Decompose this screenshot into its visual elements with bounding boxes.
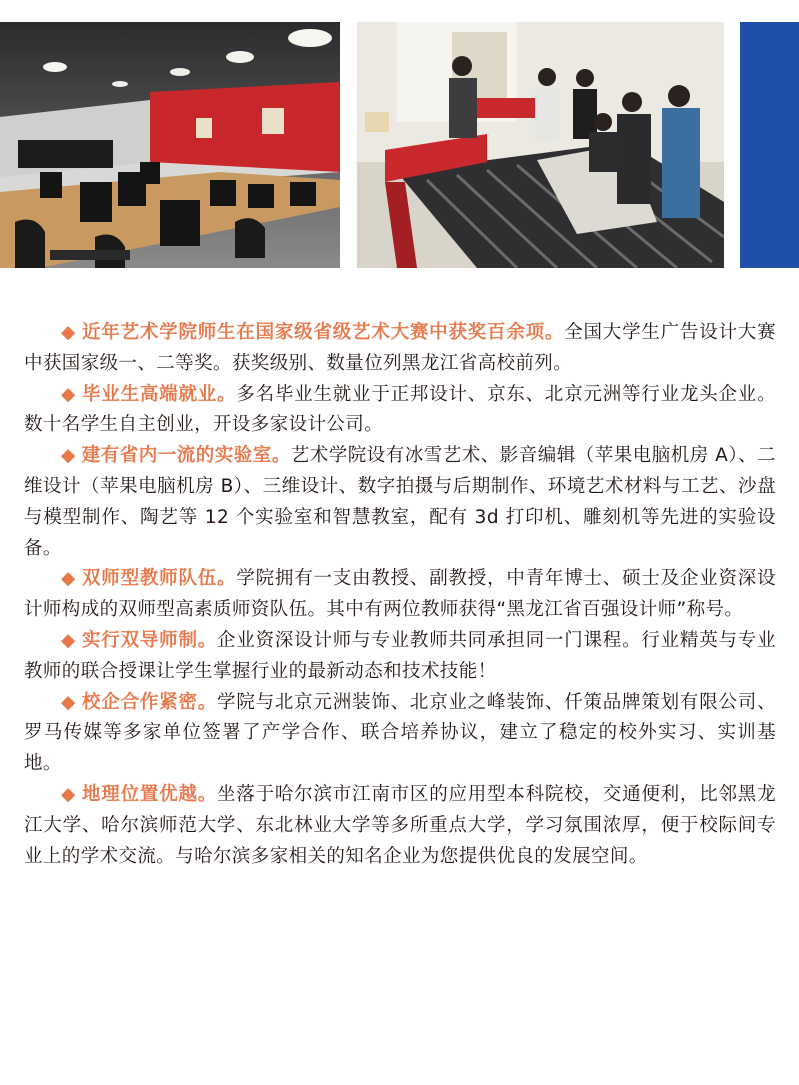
diamond-icon: ◆ bbox=[61, 691, 77, 713]
diamond-icon: ◆ bbox=[61, 568, 77, 590]
feature-title: 双师型教师队伍。 bbox=[82, 568, 237, 590]
feature-body: 多名毕业生就业于正邦设计、京东、北京元洲等行业龙头企业。数十名学生自主创业，开设多家设计公司。 bbox=[24, 383, 776, 436]
feature-body: 企业资深设计师与专业教师共同承担同一门课程。行业精英与专业教师的联合授课让学生掌握行业的最新动态和技术技能！ bbox=[24, 629, 776, 682]
decorative-side-bar bbox=[740, 22, 799, 268]
feature-body: 学院拥有一支由教授、副教授，中青年博士、硕士及企业资深设计师构成的双师型高素质师资队伍。其中有两位教师获得“黑龙江省百强设计师”称号。 bbox=[24, 568, 776, 621]
feature-body: 全国大学生广告设计大赛中获国家级一、二等奖。获奖级别、数量位列黑龙江省高校前列。 bbox=[24, 322, 776, 374]
feature-paragraph-faculty bbox=[24, 564, 776, 626]
feature-title: 建有省内一流的实验室。 bbox=[81, 445, 291, 467]
feature-body: 坐落于哈尔滨市江南市区的应用型本科院校，交通便利，比邻黑龙江大学、哈尔滨师范大学、东北林业大学等多所重点大学，学习氛围浓厚，便于校际间专业上的学术交流。与哈尔滨多家相关的知名企业为您提供优良的发展空间。 bbox=[24, 783, 776, 867]
computer-lab-photo bbox=[0, 22, 340, 268]
feature-paragraph-awards bbox=[24, 318, 776, 380]
feature-title: 毕业生高端就业。 bbox=[82, 383, 237, 405]
feature-title: 近年艺术学院师生在国家级省级艺术大赛中获奖百余项。 bbox=[82, 322, 565, 343]
feature-title: 地理位置优越。 bbox=[82, 783, 218, 805]
feature-paragraph-laboratories bbox=[24, 441, 776, 564]
feature-paragraph-employment bbox=[24, 380, 776, 442]
feature-list bbox=[24, 318, 776, 872]
diamond-icon: ◆ bbox=[61, 445, 76, 467]
diamond-icon: ◆ bbox=[61, 383, 77, 405]
feature-paragraph-cooperation bbox=[24, 688, 776, 780]
feature-body: 艺术学院设有冰雪艺术、影音编辑（苹果电脑机房 A）、二维设计（苹果电脑机房 B）、三维设计、数字拍摄与后期制作、环境艺术材料与工艺、沙盘与模型制作、陶艺等 12 个实验室和智慧教室，配有 3d 打印机、雕刻机等先进的实验设备。 bbox=[24, 445, 776, 559]
diamond-icon: ◆ bbox=[61, 783, 77, 805]
feature-body: 学院与北京元洲装饰、北京业之峰装饰、仟策品牌策划有限公司、罗马传媒等多家单位签署了产学合作、联合培养协议，建立了稳定的校外实习、实训基地。 bbox=[24, 691, 776, 775]
engraving-machine-photo bbox=[357, 22, 724, 268]
diamond-icon: ◆ bbox=[61, 322, 77, 343]
feature-paragraph-location bbox=[24, 780, 776, 872]
feature-title: 校企合作紧密。 bbox=[82, 691, 218, 713]
feature-paragraph-dual-mentor bbox=[24, 626, 776, 688]
feature-title: 实行双导师制。 bbox=[82, 629, 218, 651]
diamond-icon: ◆ bbox=[61, 629, 77, 651]
